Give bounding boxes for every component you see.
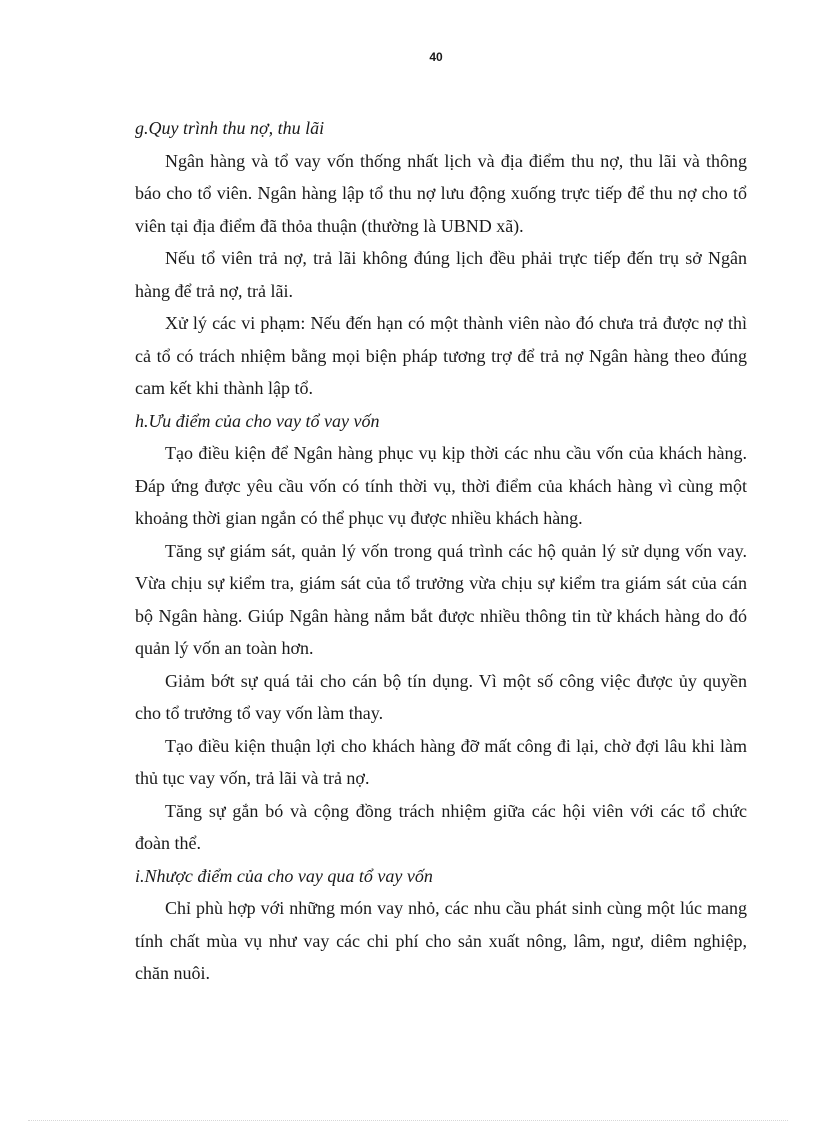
paragraph: Chỉ phù hợp với những món vay nhỏ, các nhu cầu phát sinh cùng một lúc mang tính chất mùa vụ như vay các chi phí cho sản xuất nông, lâm, ngư, diêm nghiệp, chăn nuôi.: [135, 898, 747, 983]
document-body: [135, 112, 747, 990]
paragraph: Tạo điều kiện thuận lợi cho khách hàng đỡ mất công đi lại, chờ đợi lâu khi làm thủ tục vay vốn, trả lãi và trả nợ.: [135, 735, 747, 788]
paragraph: Xử lý các vi phạm: Nếu đến hạn có một thành viên nào đó chưa trả được nợ thì cả tổ có trách nhiệm bằng mọi biện pháp tương trợ để trả nợ Ngân hàng theo đúng cam kết khi thành lập tổ.: [135, 313, 747, 398]
paragraph: Ngân hàng và tổ vay vốn thống nhất lịch và địa điểm thu nợ, thu lãi và thông báo cho tổ viên. Ngân hàng lập tổ thu nợ lưu động xuống trực tiếp để thu nợ cho tổ viên tại địa điểm đã thỏa thuận (thường là UBND xã).: [135, 150, 747, 236]
section-heading-i: i.Nhược điểm của cho vay qua tổ vay vốn: [135, 865, 433, 886]
paragraph: Tăng sự gắn bó và cộng đồng trách nhiệm giữa các hội viên với các tổ chức đoàn thể.: [135, 800, 747, 853]
page-bottom-divider: [28, 1120, 788, 1121]
page-number: 40: [429, 50, 443, 64]
section-heading-g: g.Quy trình thu nợ, thu lãi: [135, 118, 325, 138]
paragraph: Nếu tổ viên trả nợ, trả lãi không đúng lịch đều phải trực tiếp đến trụ sở Ngân hàng để trả nợ, trả lãi.: [135, 248, 747, 301]
paragraph: Tạo điều kiện để Ngân hàng phục vụ kịp thời các nhu cầu vốn của khách hàng. Đáp ứng được yêu cầu vốn có tính thời vụ, thời điểm của khách hàng vì cùng một khoảng thời gian ngắn có thể phục vụ được nhiều khách hàng.: [135, 443, 747, 528]
section-heading-h: h.Ưu điểm của cho vay tổ vay vốn: [135, 410, 380, 431]
paragraph: Giảm bớt sự quá tải cho cán bộ tín dụng. Vì một số công việc được ủy quyền cho tổ trưởng tổ vay vốn làm thay.: [135, 670, 747, 723]
paragraph: Tăng sự giám sát, quản lý vốn trong quá trình các hộ quản lý sử dụng vốn vay. Vừa chịu sự kiểm tra, giám sát của tổ trưởng vừa chịu sự kiểm tra giám sát của cán bộ Ngân hàng. Giúp Ngân hàng nắm bắt được nhiều thông tin từ khách hàng do đó quản lý vốn an toàn hơn.: [135, 540, 747, 658]
